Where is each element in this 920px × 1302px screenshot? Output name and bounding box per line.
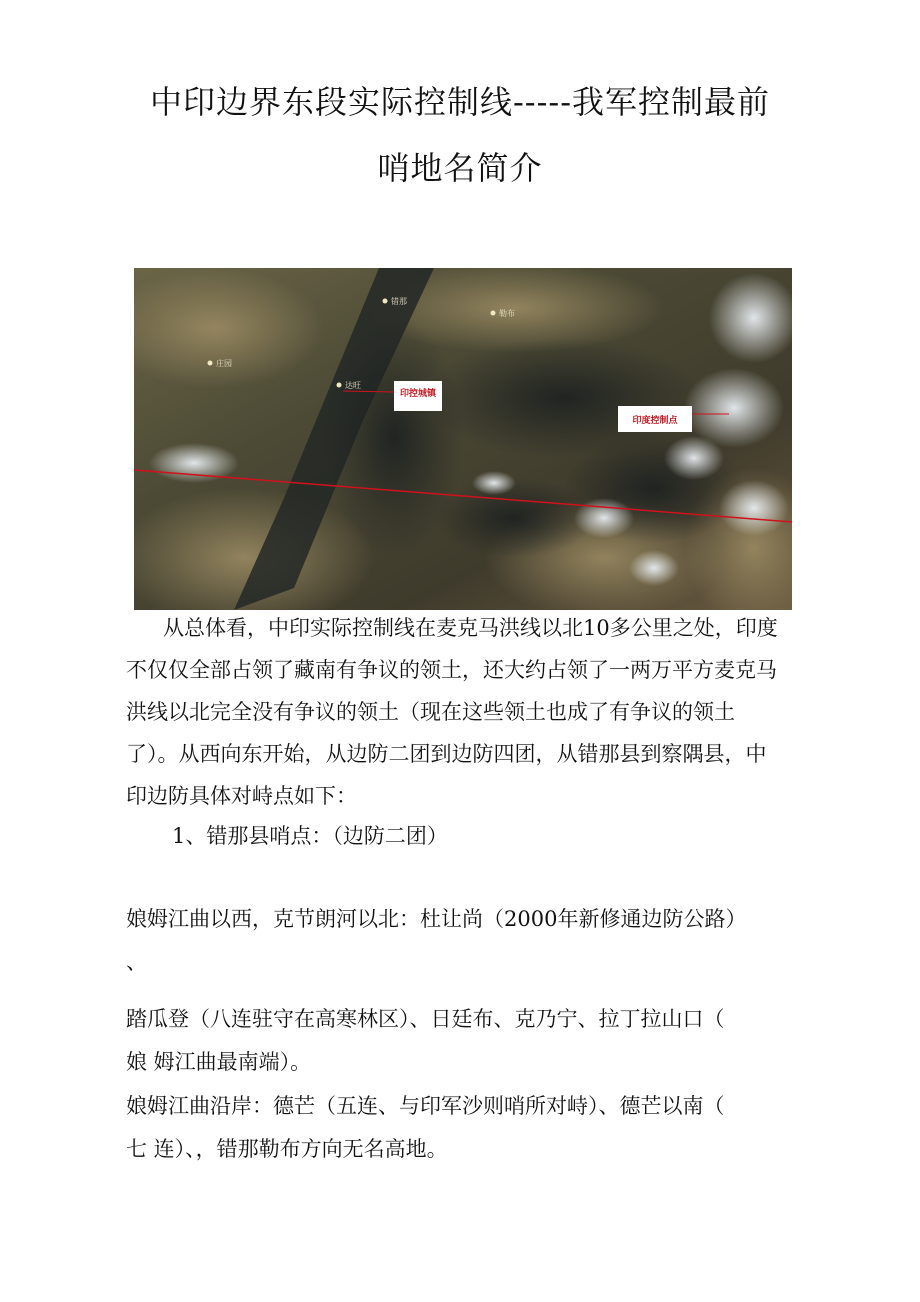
place-marker [337, 383, 342, 388]
intro-line-5: 那县到察隅县，中印边防具体对峙点如下： [126, 742, 767, 808]
map-place-4: 庄园 [216, 359, 232, 368]
section-1-line-6: 七 连）、，错那勒布方向无名高地。 [126, 1137, 448, 1161]
intro-line-2: 印度不仅仅全部占领了藏南有争议的领土，还大约占领了一两万 [126, 616, 778, 682]
section-1-line-3: 踏瓜登（八连驻守在高寒林区）、日廷布、克乃宁、拉丁拉山口（ [126, 1007, 725, 1031]
section-1-line-4: 娘 姆江曲最南端）。 [126, 1050, 312, 1074]
place-marker [383, 299, 388, 304]
section-1-line-5: 娘姆江曲沿岸：德芒（五连、与印军沙则哨所对峙）、德芒以南（ [126, 1094, 725, 1118]
intro-line-4: 有争议的领土了）。从西向东开始，从边防二团到边防四团，从错 [126, 700, 735, 766]
intro-line-1: 从总体看，中印实际控制线在麦克马洪线以北10多公里之处， [163, 616, 736, 640]
section-1-line-2: 、 [126, 950, 147, 974]
title-line-2: 哨地名简介 [377, 149, 543, 187]
intro-paragraph [126, 607, 786, 817]
section-1-heading: 1、错那县哨点：（边防二团） [172, 824, 448, 848]
section-1-line-1: 娘姆江曲以西，克节朗河以北：杜让尚（2000年新修通边防公路） [126, 907, 747, 931]
map-place-3: 达旺 [345, 381, 361, 390]
intro-line-3: 平方麦克马洪线以北完全没有争议的领土（现在这些领土也成了 [126, 658, 777, 724]
map-label-point: 印度控制点 [632, 416, 678, 426]
map-place-1: 错那 [391, 297, 407, 306]
satellite-map-image [134, 268, 792, 610]
map-place-2: 勒布 [499, 309, 515, 318]
title-line-1: 中印边界东段实际控制线-----我军控制最前 [149, 83, 771, 121]
place-marker [208, 361, 213, 366]
place-marker [491, 311, 496, 316]
map-label-town: 印控城镇 [399, 389, 437, 399]
